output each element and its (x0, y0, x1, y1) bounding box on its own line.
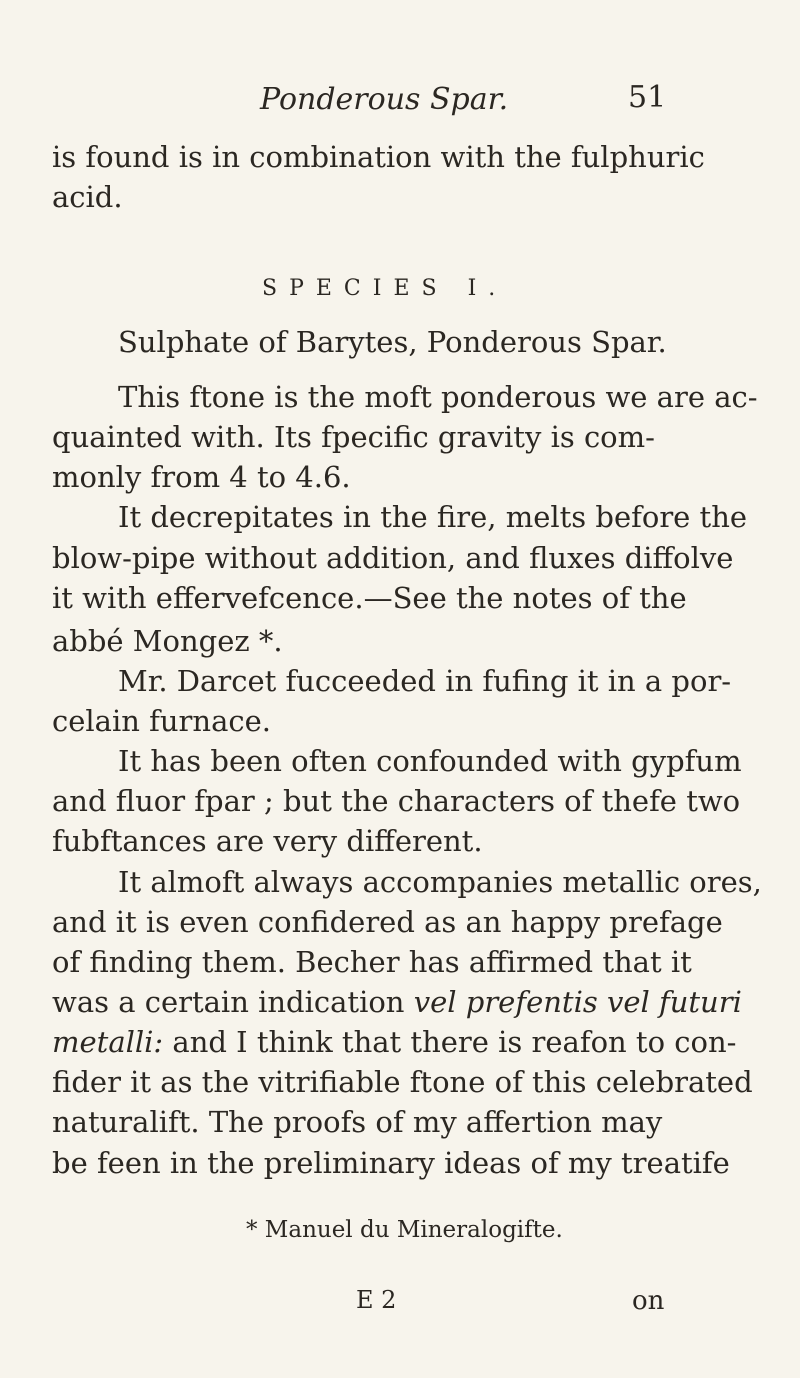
text-line: is found is in combination with the fulphuric (52, 140, 705, 174)
text-line: quainted with. Its fpecific gravity is com- (52, 420, 655, 454)
running-header-title: Ponderous Spar. (260, 82, 509, 117)
text-line: blow-pipe without addition, and fluxes diffolve (52, 541, 734, 575)
text-line: fubftances are very different. (52, 824, 483, 858)
text-line: celain furnace. (52, 704, 272, 738)
text-line: it with effervefcence.—See the notes of the (52, 581, 687, 615)
text-line: It almoft always accompanies metallic ores, (118, 865, 762, 899)
text-line: and it is even confidered as an happy prefage (52, 905, 723, 939)
text-line: It has been often confounded with gypfum (118, 744, 742, 778)
text-line: Mr. Darcet fucceeded in fufing it in a por- (118, 664, 732, 698)
text-span: was a certain indication (52, 985, 414, 1019)
text-line: monly from 4 to 4.6. (52, 460, 351, 494)
text-line: It decrepitates in the fire, melts before the (118, 500, 748, 534)
section-subtitle: Sulphate of Barytes, Ponderous Spar. (118, 325, 667, 359)
text-line (52, 982, 752, 1022)
latin-phrase: vel prefentis vel futuri (413, 985, 742, 1019)
text-line: fider it as the vitrifiable ftone of this celebrated (52, 1065, 753, 1099)
text-line: acid. (52, 180, 123, 214)
text-line: abbé Mongez *. (52, 624, 283, 658)
text-line (52, 1022, 752, 1062)
latin-phrase: metalli: (52, 1025, 164, 1059)
text-line: naturalift. The proofs of my affertion may (52, 1105, 663, 1139)
text-line: be feen in the preliminary ideas of my treatife (52, 1146, 730, 1180)
page-number: 51 (628, 80, 667, 115)
text-line: and fluor fpar ; but the characters of thefe two (52, 784, 741, 818)
text-line: of finding them. Becher has affirmed that it (52, 945, 692, 979)
text-line: This ftone is the moft ponderous we are ac- (118, 380, 758, 414)
text-span: and I think that there is reafon to con- (163, 1025, 737, 1059)
signature-mark: E 2 (356, 1286, 397, 1314)
footnote: * Manuel du Mineralogifte. (246, 1217, 563, 1243)
catchword: on (632, 1286, 665, 1316)
section-heading: SPECIES I. (262, 276, 508, 301)
